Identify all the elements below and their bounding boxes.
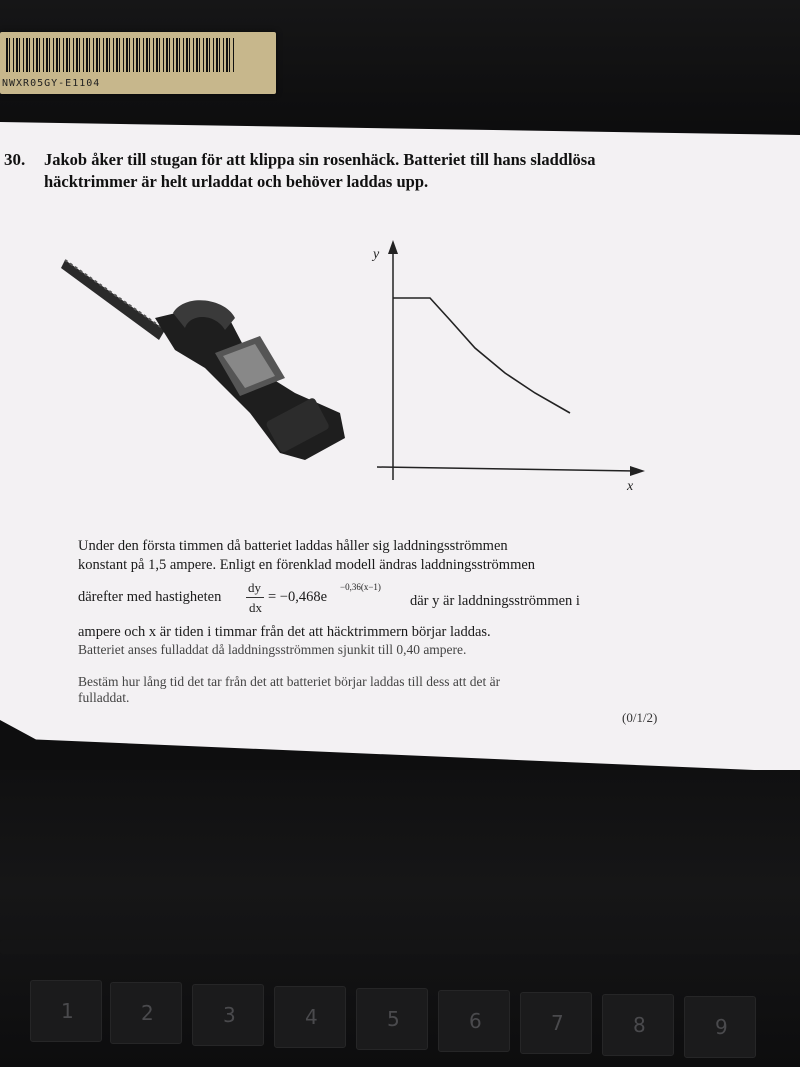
key-7[interactable]: 7 <box>520 992 592 1054</box>
task-line-1: Bestäm hur lång tid det tar från det att batteriet börjar laddas till dess att det är <box>78 674 501 689</box>
hedge-trimmer-illustration <box>61 260 345 460</box>
derivative-denominator: dx <box>249 600 262 615</box>
body-line-4: ampere och x är tiden i timmar från det att häcktrimmern börjar laddas. <box>78 624 491 640</box>
key-1[interactable]: 1 <box>30 980 102 1042</box>
key-2[interactable]: 2 <box>110 982 182 1044</box>
task-line-2: fulladdat. <box>78 690 130 705</box>
figure <box>55 238 655 500</box>
key-9[interactable]: 9 <box>684 996 756 1058</box>
function-row <box>0 940 800 954</box>
question-number: 30. <box>4 150 26 169</box>
sticker-code: NWXR05GY-E1104 <box>2 78 101 89</box>
key-4[interactable]: 4 <box>274 986 346 1048</box>
body-line-1: Under den första timmen då batteriet laddas håller sig laddningsströmmen <box>78 538 508 554</box>
x-axis-label: x <box>627 479 634 494</box>
key-6[interactable]: 6 <box>438 990 510 1052</box>
points-marker: (0/1/2) <box>622 710 658 725</box>
question-line-1: Jakob åker till stugan för att klippa sin rosenhäck. Batteriet till hans sladdlösa <box>44 150 596 169</box>
body-line-2: konstant på 1,5 ampere. Enligt en förenklad modell ändras laddningsströmmen <box>78 557 536 573</box>
laptop-keyboard <box>0 770 800 1067</box>
serial-sticker <box>0 32 276 94</box>
key-8[interactable]: 8 <box>602 994 674 1056</box>
y-axis-label: y <box>373 247 380 262</box>
body-line-5: Batteriet anses fulladdat då laddningsströmmen sjunkit till 0,40 ampere. <box>78 642 467 657</box>
fraction-bar <box>246 597 264 598</box>
exponent: −0,36(x−1) <box>340 582 381 592</box>
key-5[interactable]: 5 <box>356 988 428 1050</box>
current-graph <box>371 240 645 494</box>
key-3[interactable]: 3 <box>192 984 264 1046</box>
barcode <box>6 38 234 72</box>
derivative-numerator: dy <box>248 580 261 595</box>
question-line-2: häcktrimmer är helt urladdat och behöver laddas upp. <box>44 172 429 191</box>
current-curve <box>393 298 570 413</box>
body-line-3-start: därefter med hastigheten <box>78 589 222 605</box>
body-line-3-end: där y är laddningsströmmen i <box>410 593 580 609</box>
derivative-equation: = −0,468e <box>268 589 328 605</box>
